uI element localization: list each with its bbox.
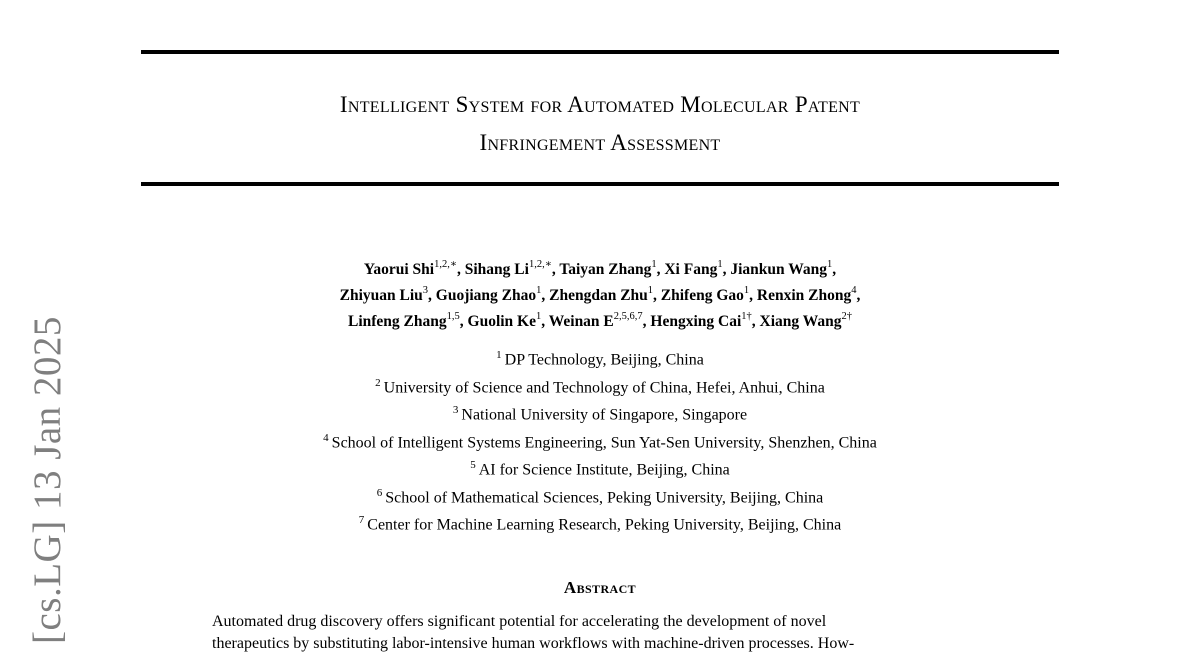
- affiliation-number: 2: [375, 376, 381, 389]
- author-name: Linfeng Zhang$^{1,5}$,: [348, 311, 468, 331]
- affiliation-item: $^4$ School of Intelligent Systems Engineering, Sun Yat-Sen University, Shenzhen, China: [323, 431, 877, 451]
- abstract-line: therapeutics by substituting labor-intensive human workflows with machine-driven processes. How-: [212, 635, 855, 652]
- affiliation-item: $^3$ National University of Singapore, Singapore: [452, 404, 748, 424]
- author-list: [141, 255, 1059, 333]
- affiliation-item: $^1$ DP Technology, Beijing, China: [496, 349, 704, 369]
- author-affiliation-marker: 1,5: [446, 311, 460, 323]
- author-name: Guolin Ke$^1$,: [467, 311, 549, 331]
- author-name: Weinan E$^{2,5,6,7}$,: [548, 311, 651, 331]
- affiliation-number: 7: [358, 514, 365, 527]
- title-line-1: Intelligent System for Automated Molecular Patent: [339, 92, 861, 117]
- affiliation-list: [141, 344, 1059, 537]
- author-affiliation-marker: 1: [536, 311, 542, 323]
- affiliation-item: $^6$ School of Mathematical Sciences, Peking University, Beijing, China: [376, 486, 824, 506]
- abstract-line: Automated drug discovery offers significant potential for accelerating the development of novel: [212, 613, 827, 630]
- author-line: [141, 255, 1059, 281]
- author-affiliation-marker: 4: [851, 285, 857, 297]
- author-name: Zhengdan Zhu$^1$,: [549, 285, 661, 305]
- affiliation-number: 3: [452, 404, 459, 417]
- author-affiliation-marker: 1: [651, 259, 657, 270]
- affiliation-number: 4: [323, 431, 329, 444]
- affiliation-item: $^5$ AI for Science Institute, Beijing, China: [470, 459, 730, 479]
- affiliation-number: 5: [470, 459, 476, 472]
- author-affiliation-marker: 1: [647, 285, 654, 297]
- abstract-body: [212, 611, 988, 655]
- author-affiliation-marker: 2†: [841, 311, 852, 323]
- paper-title: [141, 86, 1059, 162]
- author-name: Taiyan Zhang$^1$,: [559, 259, 665, 279]
- author-name: Yaorui Shi$^{1,2,∗}$,: [363, 259, 465, 279]
- author-affiliation-marker: 1,2,∗: [528, 259, 552, 270]
- author-name: Hengxing Cai$^{1\dagger}$,: [650, 311, 760, 331]
- author-name: Xiang Wang$^{2\dagger}$: [759, 311, 852, 331]
- author-affiliation-marker: 1: [717, 259, 723, 270]
- author-name: Zhifeng Gao$^1$,: [660, 285, 757, 305]
- author-affiliation-marker: 1: [743, 285, 750, 297]
- author-name: Zhiyuan Liu$^3$,: [339, 285, 436, 305]
- author-line: [141, 307, 1059, 333]
- author-name: Renxin Zhong$^4$,: [756, 285, 861, 305]
- author-name: Jiankun Wang$^1$,: [730, 259, 837, 279]
- author-affiliation-marker: 1†: [741, 311, 752, 323]
- affiliation-item: $^2$ University of Science and Technology of China, Hefei, Anhui, China: [375, 376, 825, 396]
- affiliation-number: 6: [376, 486, 383, 499]
- affiliation-item: $^7$ Center for Machine Learning Research, Peking University, Beijing, China: [358, 514, 842, 534]
- author-name: Guojiang Zhao$^1$,: [435, 285, 550, 305]
- abstract-heading: Abstract: [563, 578, 637, 597]
- title-bottom-rule: [141, 182, 1059, 186]
- author-affiliation-marker: 1: [536, 285, 542, 297]
- author-name: Sihang $Li^{1,2,∗}$,: [464, 259, 560, 279]
- arxiv-identifier-stamp: [cs.LG] 13 Jan 2025: [26, 316, 69, 644]
- author-affiliation-marker: 1,2,∗: [434, 259, 457, 270]
- title-line-2: Infringement Assessment: [479, 130, 721, 155]
- author-affiliation-marker: 1: [826, 259, 833, 270]
- author-line: [141, 281, 1059, 307]
- author-name: Xi Fang$^1$,: [664, 259, 731, 279]
- title-top-rule: [141, 50, 1059, 54]
- affiliation-number: 1: [496, 349, 502, 361]
- author-affiliation-marker: 2,5,6,7: [613, 311, 643, 323]
- author-affiliation-marker: 3: [422, 285, 429, 297]
